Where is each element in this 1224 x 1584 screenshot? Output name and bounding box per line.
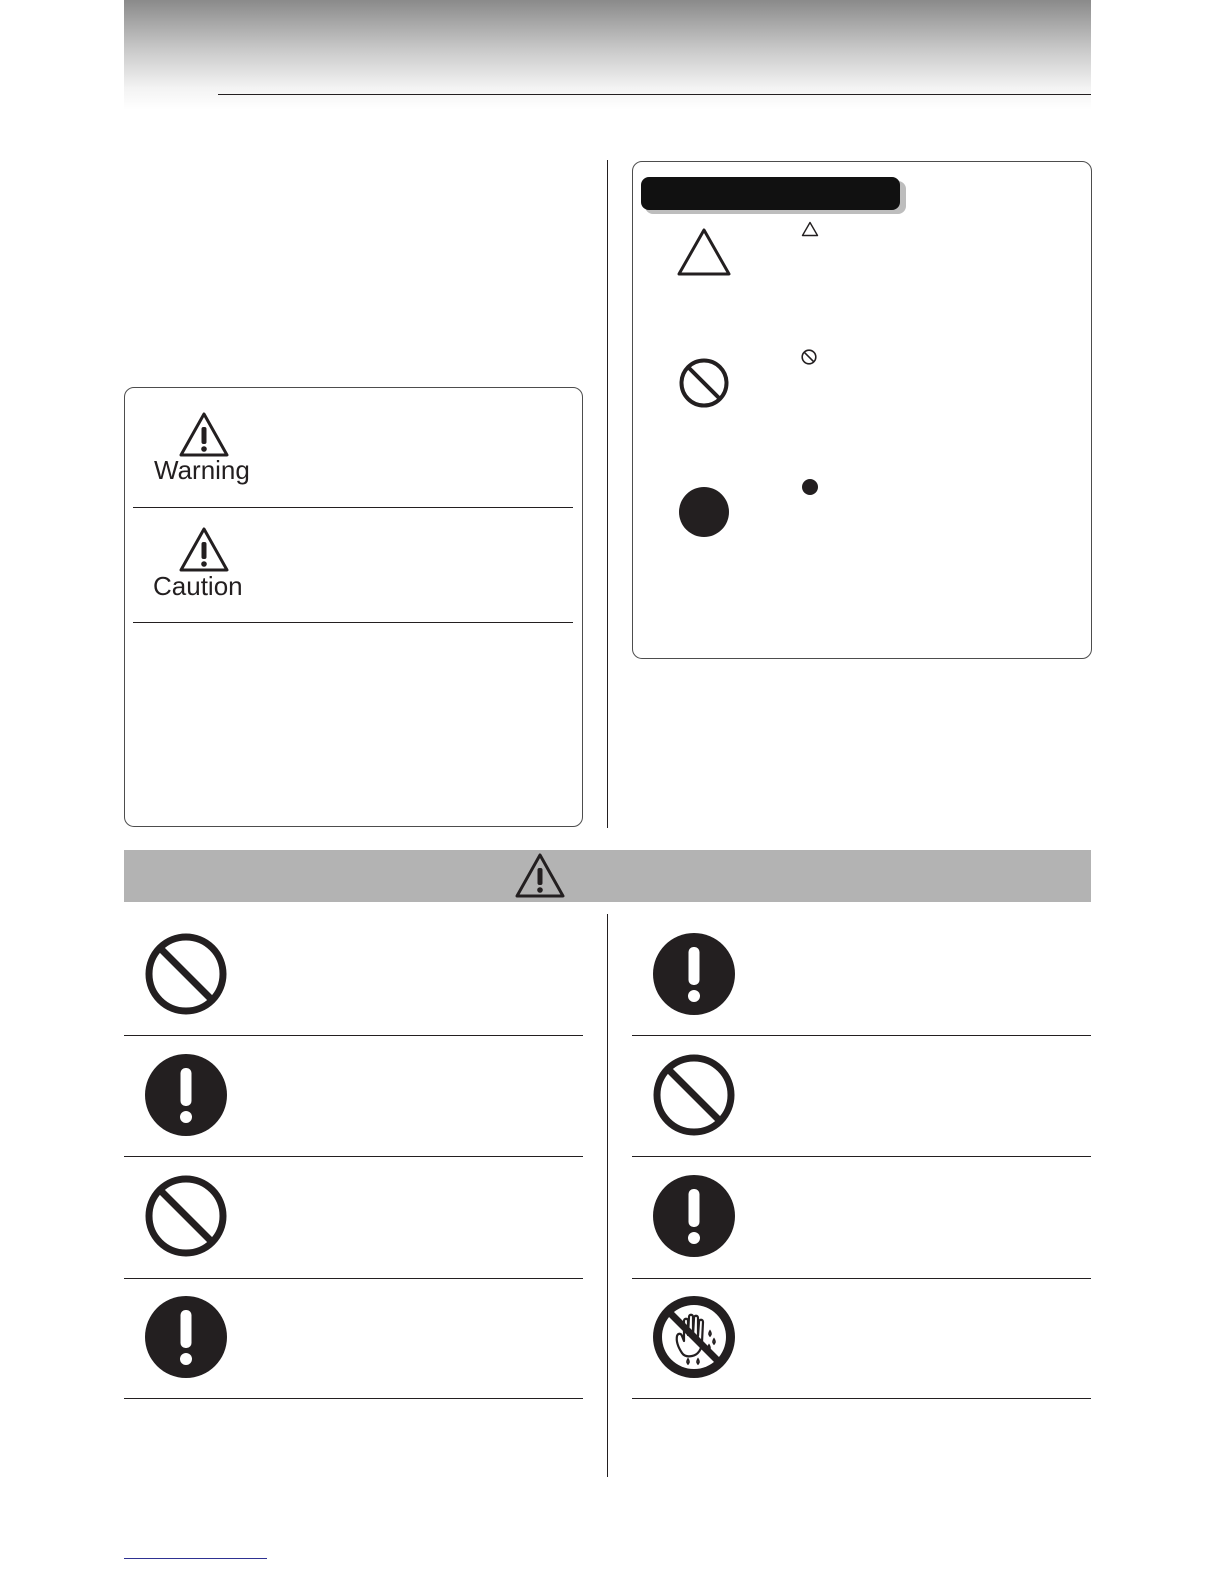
caution-triangle-icon (178, 526, 230, 573)
mandatory-small-icon (801, 478, 819, 496)
prohibition-icon (652, 1053, 736, 1137)
column-divider-top (607, 160, 608, 828)
prohibition-icon (144, 1174, 228, 1258)
warning-row-divider (124, 1156, 583, 1157)
warning-row-divider (632, 1398, 1091, 1399)
triangle-outline-small-icon (801, 221, 819, 237)
caution-label: Caution (153, 571, 243, 601)
column-divider-bottom (607, 914, 608, 1477)
mandatory-action-icon (652, 1174, 736, 1258)
mandatory-action-icon (144, 1295, 228, 1379)
symbols-title (641, 177, 900, 210)
warning-banner-triangle-icon (514, 852, 566, 899)
header-rule (218, 94, 1091, 95)
warning-row-divider (124, 1398, 583, 1399)
hazard-divider-1 (133, 507, 573, 508)
triangle-outline-icon (676, 227, 732, 277)
warning-row-divider (632, 1156, 1091, 1157)
hazard-divider-2 (133, 622, 573, 623)
no-wet-hands-icon (652, 1295, 736, 1379)
warning-label: Warning (154, 455, 250, 485)
prohibition-small-icon (800, 348, 818, 366)
warning-row-divider (124, 1278, 583, 1279)
mandatory-action-icon (144, 1053, 228, 1137)
prohibition-icon (678, 357, 730, 409)
warning-row-divider (124, 1035, 583, 1036)
warning-banner (124, 850, 1091, 902)
warning-row-divider (632, 1278, 1091, 1279)
warning-triangle-icon (178, 411, 230, 458)
warning-row-divider (632, 1035, 1091, 1036)
prohibition-icon (144, 932, 228, 1016)
mandatory-action-icon (652, 932, 736, 1016)
mandatory-action-icon (679, 487, 729, 537)
footer-link[interactable] (124, 1558, 267, 1559)
